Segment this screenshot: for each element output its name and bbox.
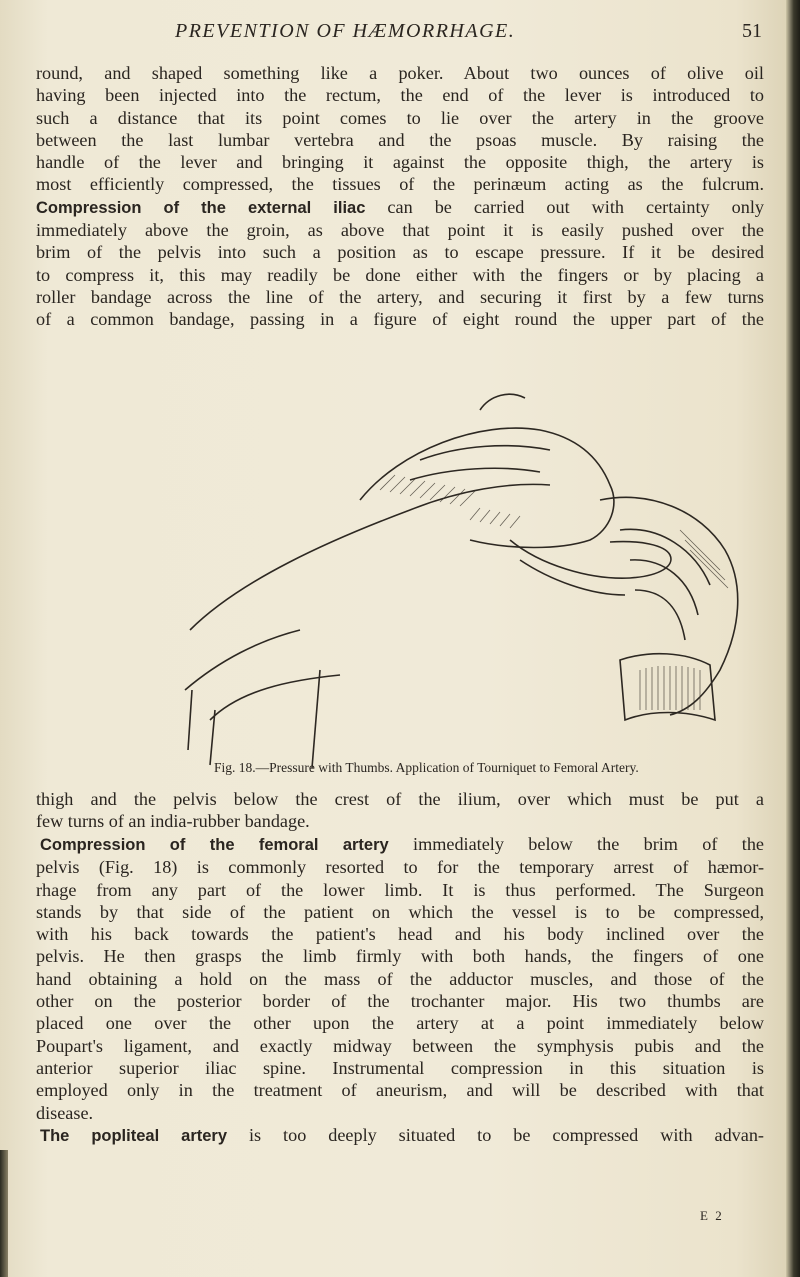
page-number: 51 [742, 20, 762, 42]
figure-caption: Fig. 18.—Pressure with Thumbs. Application of Tourniquet to Femoral Artery. [214, 760, 639, 775]
section-heading-iliac: Compression of the external iliac [36, 198, 366, 217]
text-line: brim of the pelvis into such a position as to escape pressure. If it be desired [36, 242, 764, 263]
text-line: few turns of an india-rubber bandage. [36, 811, 310, 832]
text-line: to compress it, this may readily be done either with the fingers or by placing a [36, 264, 764, 285]
text-line: employed only in the treatment of aneurism, and will be described with that [36, 1080, 764, 1101]
text-line: anterior superior iliac spine. Instrumental compression in this situation is [36, 1057, 764, 1078]
page-edge-shadow [786, 0, 800, 1277]
section-heading-femoral: Compression of the femoral artery [40, 836, 389, 854]
text-line [36, 196, 764, 219]
text-line: thigh and the pelvis below the crest of the ilium, over which must be put a [36, 789, 764, 809]
text-line: between the last lumbar vertebra and the psoas muscle. By raising the [36, 129, 764, 150]
text-line [36, 833, 764, 856]
text-line: placed one over the other upon the artery at a point immediately below [36, 1013, 764, 1034]
binding-shadow [0, 1150, 8, 1277]
text-line: having been injected into the rectum, the end of the lever is introduced to [36, 85, 764, 106]
paragraph-continue [36, 788, 764, 833]
cuff [620, 654, 715, 720]
text-line: other on the posterior border of the trochanter major. His two thumbs are [36, 991, 764, 1012]
limb-lower-edge [210, 675, 340, 720]
text-line: pelvis (Fig. 18) is commonly resorted to for the temporary arrest of hæmor- [36, 857, 764, 878]
paragraph-femoral [36, 833, 764, 1147]
text-line: round, and shaped something like a poker. About two ounces of olive oil [36, 63, 764, 83]
text-line: with his back towards the patient's head and his body inclined over the [36, 924, 764, 945]
text-line: roller bandage across the line of the artery, and securing it first by a few turns [36, 286, 764, 307]
text-line: Poupart's ligament, and exactly midway between the symphysis pubis and the [36, 1035, 764, 1056]
text-line: most efficiently compressed, the tissues of the perinæum acting as the fulcrum. [36, 174, 764, 195]
text-line: of a common bandage, passing in a figure of eight round the upper part of the [36, 309, 764, 330]
text-line: stands by that side of the patient on which the vessel is to be compressed, [36, 901, 764, 922]
running-head-title: PREVENTION OF HÆMORRHAGE. [175, 20, 516, 42]
running-head [0, 20, 800, 50]
text-line: pelvis. He then grasps the limb firmly with both hands, the fingers of one [36, 946, 764, 967]
thigh-outline [190, 484, 550, 630]
text-line: handle of the lever and bringing it against the opposite thigh, the artery is [36, 152, 764, 173]
section-heading-popliteal: The popliteal artery [40, 1126, 228, 1145]
text-line: immediately above the groin, as above that point it is easily pushed over the [36, 220, 764, 241]
figure-illustration [180, 390, 780, 770]
text-line: disease. [36, 1102, 94, 1123]
text-run: is too deeply situated to be compressed with advan- [227, 1124, 764, 1145]
thigh-underside [185, 630, 300, 690]
paragraph-top [36, 62, 764, 331]
text-run: can be carried out with certainty only [365, 196, 764, 217]
thumbs [510, 540, 671, 578]
text-run: immediately below the brim of the [388, 834, 764, 854]
text-line: hand obtaining a hold on the mass of the adductor muscles, and those of the [36, 968, 764, 989]
text-line: such a distance that its point comes to lie over the artery in the groove [36, 107, 764, 128]
text-line: rhage from any part of the lower limb. It is thus performed. The Surgeon [36, 879, 764, 900]
signature-mark: E 2 [700, 1208, 724, 1223]
text-line [36, 1124, 764, 1147]
